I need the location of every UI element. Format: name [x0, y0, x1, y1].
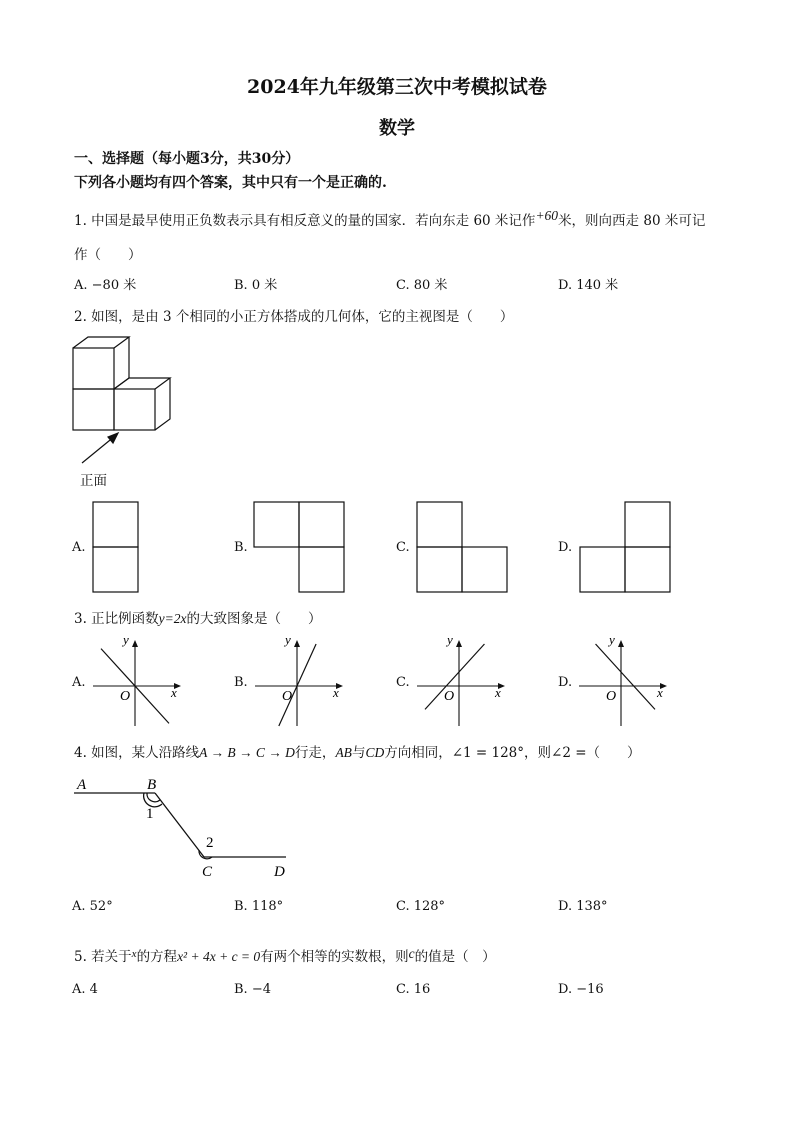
- q4-label-c: C: [202, 864, 213, 880]
- q2-option-b-label[interactable]: B.: [234, 540, 248, 555]
- q5-text-part1: 5. 若关于: [74, 949, 132, 965]
- q1-option-c[interactable]: C. 80 米: [396, 278, 448, 293]
- y-axis-label: y: [285, 632, 291, 647]
- q2-option-c-label[interactable]: C.: [396, 540, 410, 555]
- q2-option-a-label[interactable]: A.: [72, 540, 86, 555]
- x-axis-label: x: [333, 685, 339, 700]
- q3-option-c-label[interactable]: C.: [396, 675, 410, 690]
- q4-text-part2: 行走，: [294, 745, 336, 761]
- q4-label-a: A: [77, 777, 87, 793]
- q4-label-angle1: 1: [146, 806, 154, 822]
- q3-option-b-label[interactable]: B.: [234, 675, 248, 690]
- q5-text-part2: 的方程: [136, 949, 178, 965]
- y-axis-label: y: [123, 632, 129, 647]
- q5-equation: x² + 4x + c = 0: [177, 949, 261, 964]
- x-axis-label: x: [657, 685, 663, 700]
- q4-option-c[interactable]: C. 128°: [396, 899, 446, 914]
- q4-option-a[interactable]: A. 52°: [72, 899, 113, 914]
- origin-label: O: [444, 689, 455, 704]
- q4-path: A → B → C → D: [199, 745, 295, 760]
- q5-var-c: c: [408, 946, 415, 961]
- q4-text-part3: 与: [351, 745, 366, 761]
- q4-option-b[interactable]: B. 118°: [234, 899, 284, 914]
- y-axis-label: y: [447, 632, 453, 647]
- origin-label: O: [282, 689, 293, 704]
- x-axis-label: x: [495, 685, 501, 700]
- q1-text-part1: 1. 中国是最早使用正负数表示具有相反意义的量的国家．若向东走 60 米记作: [74, 213, 536, 229]
- q5-text-part3: 有两个相等的实数根，则: [260, 949, 409, 965]
- question-5: [74, 945, 496, 965]
- q4-text-part1: 4. 如图，某人沿路线: [74, 745, 200, 761]
- q4-segment-ab: AB: [335, 745, 352, 760]
- origin-label: O: [120, 689, 131, 704]
- q3-text-part1: 3. 正比例函数: [74, 611, 159, 627]
- q4-option-d[interactable]: D. 138°: [558, 899, 608, 914]
- exam-title: 2024年九年级第三次中考模拟试卷: [247, 76, 547, 98]
- q5-option-c[interactable]: C. 16: [396, 982, 431, 997]
- q1-math: +60: [535, 208, 559, 223]
- q4-label-angle2: 2: [206, 835, 214, 851]
- q5-option-b[interactable]: B. −4: [234, 982, 271, 997]
- q2-front-label: 正面: [80, 473, 107, 489]
- q5-var-x: x: [131, 948, 137, 960]
- q5-option-a[interactable]: A. 4: [72, 982, 98, 997]
- q3-option-d-label[interactable]: D.: [558, 675, 573, 690]
- q3-math: y=2x: [158, 611, 187, 626]
- q4-segment-cd: CD: [365, 745, 385, 760]
- q2-option-d-label[interactable]: D.: [558, 540, 573, 555]
- q4-label-b: B: [147, 777, 157, 793]
- q4-label-d: D: [274, 864, 285, 880]
- q5-text-part4: 的值是（ ）: [414, 949, 496, 965]
- q3-option-a-label[interactable]: A.: [72, 675, 86, 690]
- q5-option-d[interactable]: D. −16: [558, 982, 604, 997]
- y-axis-label: y: [609, 632, 615, 647]
- q1-option-d[interactable]: D. 140 米: [558, 278, 619, 293]
- q1-option-a[interactable]: A. −80 米: [74, 278, 137, 293]
- subject-title: 数学: [379, 118, 415, 139]
- q3-text-part2: 的大致图象是（ ）: [186, 611, 322, 627]
- section-instruction: 下列各小题均有四个答案，其中只有一个是正确的.: [74, 175, 387, 191]
- origin-label: O: [606, 689, 617, 704]
- q1-text-part2: 米，则向西走 80 米可记: [558, 213, 706, 229]
- section-heading: 一、选择题（每小题3分，共30分）: [74, 151, 300, 167]
- q1-option-b[interactable]: B. 0 米: [234, 278, 278, 293]
- q1-line2: 作（ ）: [74, 247, 142, 263]
- q4-text-part4: 方向相同，∠1 = 128°，则∠2 =（ ）: [384, 745, 641, 761]
- x-axis-label: x: [171, 685, 177, 700]
- question-2: 2. 如图，是由 3 个相同的小正方体搭成的几何体，它的主视图是（ ）: [74, 309, 514, 325]
